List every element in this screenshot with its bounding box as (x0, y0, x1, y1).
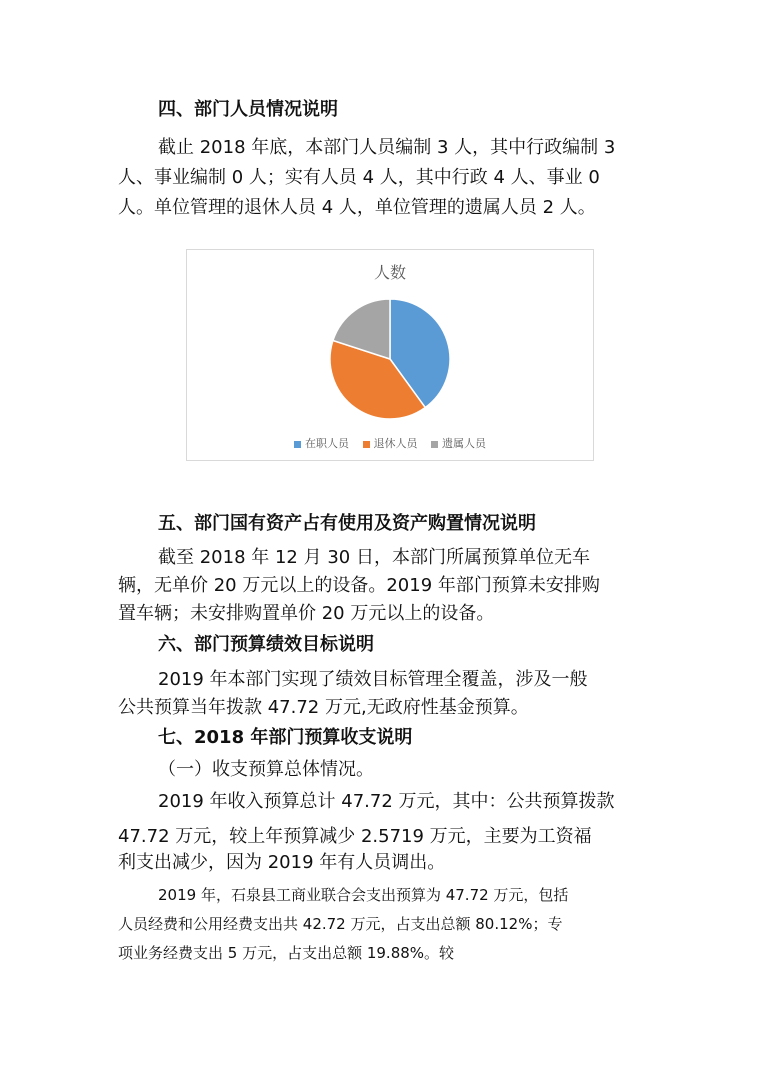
s6-line-1: 2019 年本部门实现了绩效目标管理全覆盖，涉及一般 (158, 669, 588, 690)
legend-swatch-1 (363, 441, 370, 448)
s6-line-2: 公共预算当年拨款 47.72 万元,无政府性基金预算。 (118, 697, 529, 718)
legend-item-0 (294, 435, 349, 451)
s7-line-2: 47.72 万元，较上年预算减少 2.5719 万元，主要为工资福 (118, 826, 592, 847)
legend-swatch-2 (431, 441, 438, 448)
legend-label-1: 退休人员 (373, 437, 418, 450)
section-4-heading: 四、部门人员情况说明 (158, 99, 338, 120)
people-pie-chart (186, 249, 594, 461)
s7-line-1: 2019 年收入预算总计 47.72 万元，其中：公共预算拨款 (158, 791, 615, 812)
s4-line-2: 人、事业编制 0 人；实有人员 4 人，其中行政 4 人、事业 0 (118, 167, 600, 188)
s7-para2-line-1: 2019 年，石泉县工商业联合会支出预算为 47.72 万元，包括 (158, 886, 569, 904)
legend-swatch-0 (294, 441, 301, 448)
section-6-heading: 六、部门预算绩效目标说明 (158, 634, 374, 655)
section-5-heading: 五、部门国有资产占有使用及资产购置情况说明 (158, 513, 536, 534)
chart-title: 人数 (373, 263, 406, 282)
legend-item-1 (363, 435, 418, 451)
section-7-heading: 七、2018 年部门预算收支说明 (158, 727, 413, 748)
legend-item-2 (431, 435, 486, 451)
s7-line-3: 利支出减少，因为 2019 年有人员调出。 (118, 852, 446, 873)
legend-label-2: 遗属人员 (442, 437, 486, 450)
s7-para2-line-3: 项业务经费支出 5 万元，占支出总额 19.88%。较 (118, 944, 455, 962)
legend-label-0: 在职人员 (305, 437, 349, 450)
chart-legend (187, 435, 593, 451)
s5-line-1: 截至 2018 年 12 月 30 日，本部门所属预算单位无车 (158, 547, 590, 568)
s5-line-2: 辆，无单价 20 万元以上的设备。2019 年部门预算未安排购 (118, 575, 600, 596)
s4-line-1: 截止 2018 年底，本部门人员编制 3 人，其中行政编制 3 (158, 137, 616, 158)
s4-line-3: 人。单位管理的退休人员 4 人，单位管理的遗属人员 2 人。 (118, 197, 596, 218)
s5-line-3: 置车辆；未安排购置单价 20 万元以上的设备。 (118, 603, 495, 624)
s7-subheading: （一）收支预算总体情况。 (158, 759, 374, 780)
s7-para2-line-2: 人员经费和公用经费支出共 42.72 万元，占支出总额 80.12%；专 (118, 915, 563, 933)
pie-svg (187, 250, 593, 430)
